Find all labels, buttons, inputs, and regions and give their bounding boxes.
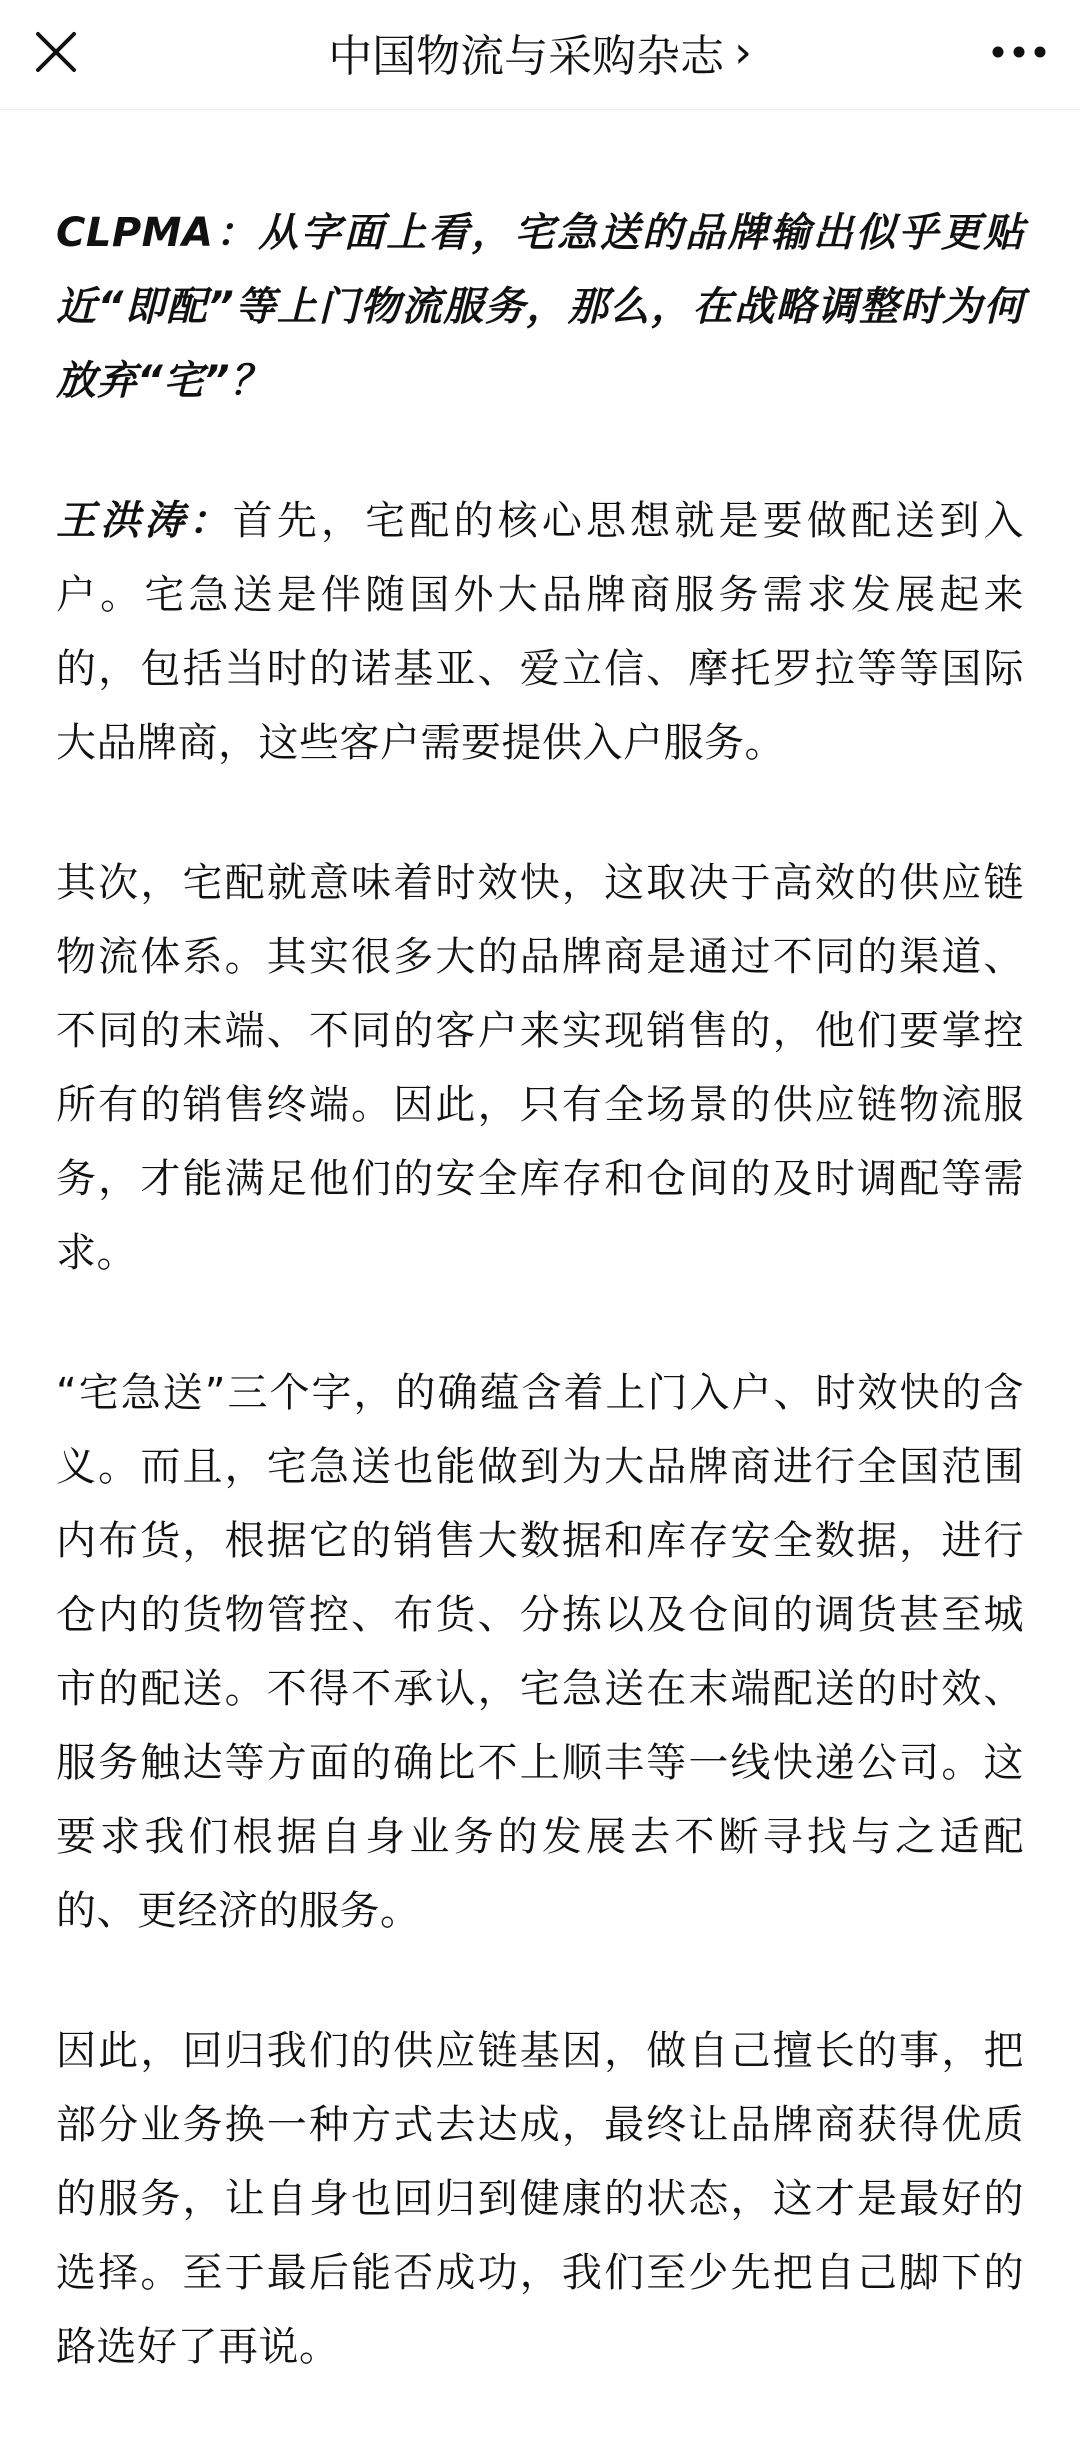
account-title-link[interactable] [200,22,880,82]
answer-speaker: 王洪涛： [56,498,233,544]
answer-paragraph-2: 其次，宅配就意味着时效快，这取决于高效的供应链物流体系。其实很多大的品牌商是通过不同的渠道、不同的末端、不同的客户来实现销售的，他们要掌控所有的销售终端。因此，只有全场景的供应链物流服务，才能满足他们的安全库存和仓间的及时调配等需求。 [56,860,1024,1276]
account-title: 中国物流与采购杂志 [328,31,725,82]
answer-text-1: 首先，宅配的核心思想就是要做配送到入户。宅急送是伴随国外大品牌商服务需求发展起来的，包括当时的诺基亚、爱立信、摩托罗拉等等国际大品牌商，这些客户需要提供入户服务。 [56,498,1025,766]
chevron-right-icon: › [734,26,752,78]
article-body [56,196,1024,2450]
more-dots-icon [991,45,1047,59]
close-icon [34,30,78,74]
answer-paragraph-3: “宅急送”三个字，的确蕴含着上门入户、时效快的含义。而且，宅急送也能做到为大品牌商进行全国范围内布货，根据它的销售大数据和库存安全数据，进行仓内的货物管控、布货、分拣以及仓间的调货甚至城市的配送。不得不承认，宅急送在末端配送的时效、服务触达等方面的确比不上顺丰等一线快递公司。这要求我们根据自身业务的发展去不断寻找与之适配的、更经济的服务。 [56,1370,1024,1934]
close-button[interactable] [26,22,86,82]
more-button[interactable] [984,22,1054,82]
interview-question: CLPMA：从字面上看，宅急送的品牌输出似乎更贴近“即配”等上门物流服务，那么，在战略调整时为何放弃“宅”？ [56,210,1024,404]
answer-paragraph-1 [56,484,1024,780]
answer-paragraph-4: 因此，回归我们的供应链基因，做自己擅长的事，把部分业务换一种方式去达成，最终让品牌商获得优质的服务，让自身也回归到健康的状态，这才是最好的选择。至于最后能否成功，我们至少先把自己脚下的路选好了再说。 [56,2028,1024,2370]
top-bar [0,0,1080,110]
